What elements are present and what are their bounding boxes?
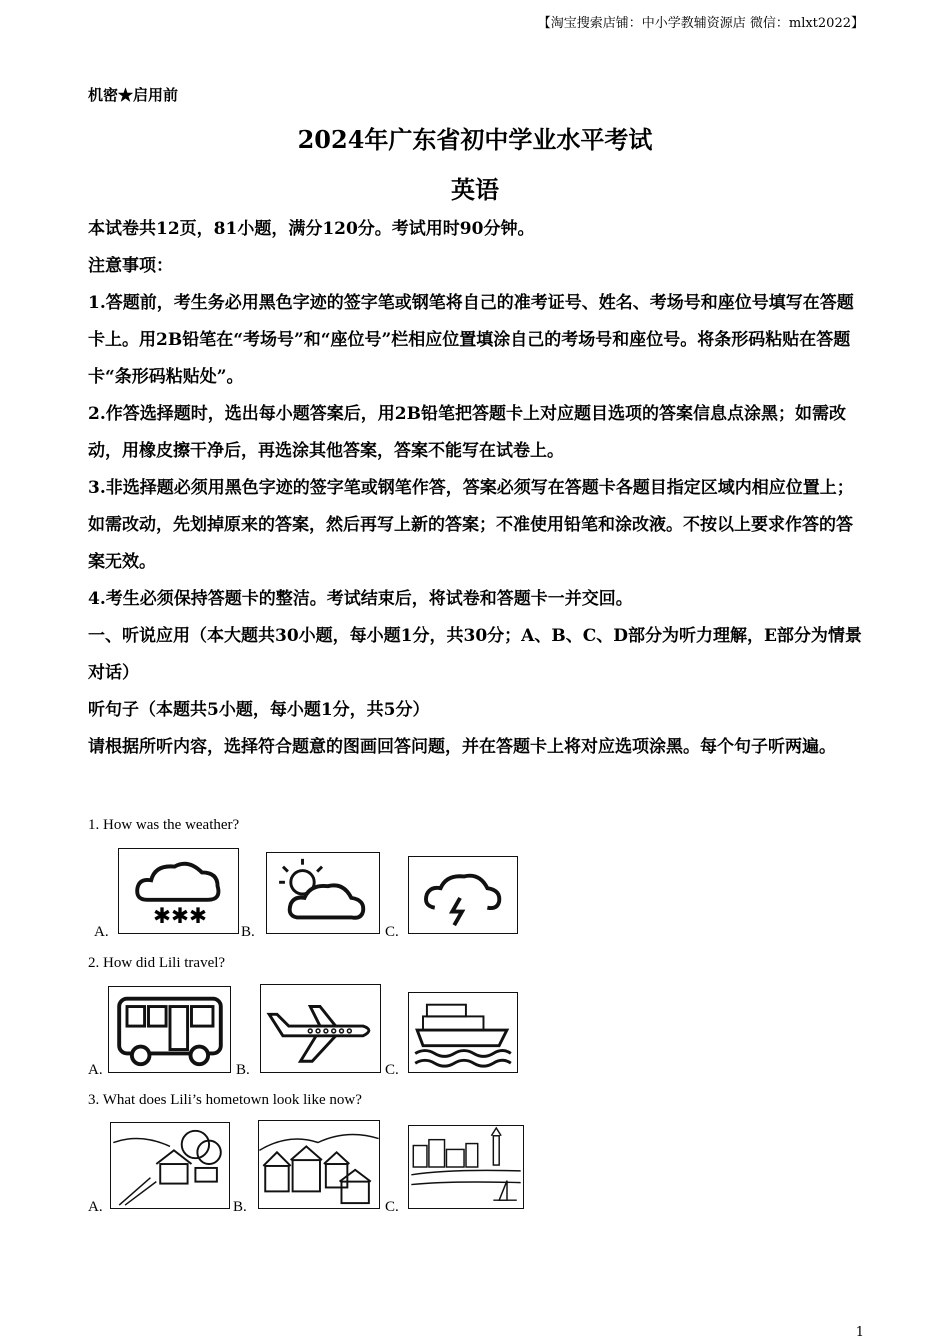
question-2: 2. How did Lili travel? — [88, 955, 226, 971]
part-instruction: 请根据所听内容，选择符合题意的图画回答问题，并在答题卡上将对应选项涂黑。每个句子听两遍。 — [88, 737, 836, 757]
section-heading: 一、听说应用（本大题共30小题，每小题1分，共30分；A、B、C、D部分为听力理解，E部分为情景对话） — [88, 626, 862, 683]
note-item: 2.作答选择题时，选出每小题答案后，用2B铅笔把答题卡上对应题目选项的答案信息点涂黑；如需改动，用橡皮擦干净后，再选涂其他答案，答案不能写在试卷上。 — [88, 404, 846, 461]
sun-cloud-icon[interactable] — [266, 852, 380, 934]
ship-icon[interactable] — [408, 992, 518, 1073]
airplane-icon[interactable] — [260, 984, 381, 1073]
option-label: C. — [385, 1062, 399, 1078]
village-scene[interactable] — [110, 1122, 230, 1209]
seaside-city-scene[interactable] — [408, 1125, 524, 1209]
bus-icon[interactable] — [108, 986, 231, 1073]
page-number: 1 — [855, 1325, 864, 1340]
option-label: C. — [385, 924, 399, 940]
option-label: B. — [241, 924, 255, 940]
thunder-cloud-icon[interactable] — [408, 856, 518, 934]
town-houses-scene[interactable] — [258, 1120, 380, 1209]
question-1: 1. How was the weather? — [88, 817, 240, 833]
svg-text:✱✱✱: ✱✱✱ — [153, 904, 208, 930]
option-label: C. — [385, 1199, 399, 1215]
exam-title: 2024年广东省初中学业水平考试 — [297, 125, 653, 154]
watermark: 【淘宝搜索店铺：中小学教辅资源店 微信：mlxt2022】 — [537, 16, 864, 31]
snow-cloud-icon[interactable] — [118, 848, 239, 934]
exam-summary: 本试卷共12页，81小题，满分120分。考试用时90分钟。 — [88, 219, 535, 239]
option-label: A. — [88, 1199, 103, 1215]
exam-subject: 英语 — [451, 175, 499, 204]
instructions-block — [88, 211, 864, 766]
option-label: B. — [236, 1062, 250, 1078]
question-3: 3. What does Lili’s hometown look like now? — [88, 1092, 362, 1108]
option-label: A. — [88, 1062, 103, 1078]
confidential-mark: 机密★启用前 — [88, 86, 179, 104]
option-label: A. — [94, 924, 109, 940]
notes-heading: 注意事项： — [88, 256, 173, 276]
note-item: 1.答题前，考生务必用黑色字迹的签字笔或钢笔将自己的准考证号、姓名、考场号和座位号填写在答题卡上。用2B铅笔在“考场号”和“座位号”栏相应位置填涂自己的考场号和座位号。将条形码粘贴在答题卡“条形码粘贴处”。 — [88, 293, 854, 387]
part-heading: 听句子（本题共5小题，每小题1分，共5分） — [88, 700, 430, 720]
note-item: 3.非选择题必须用黑色字迹的签字笔或钢笔作答，答案必须写在答题卡各题目指定区域内相应位置上；如需改动，先划掉原来的答案，然后再写上新的答案；不准使用铅笔和涂改液。不按以上要求作答的答案无效。 — [88, 478, 854, 572]
note-item: 4.考生必须保持答题卡的整洁。考试结束后，将试卷和答题卡一并交回。 — [88, 589, 633, 609]
option-label: B. — [233, 1199, 247, 1215]
